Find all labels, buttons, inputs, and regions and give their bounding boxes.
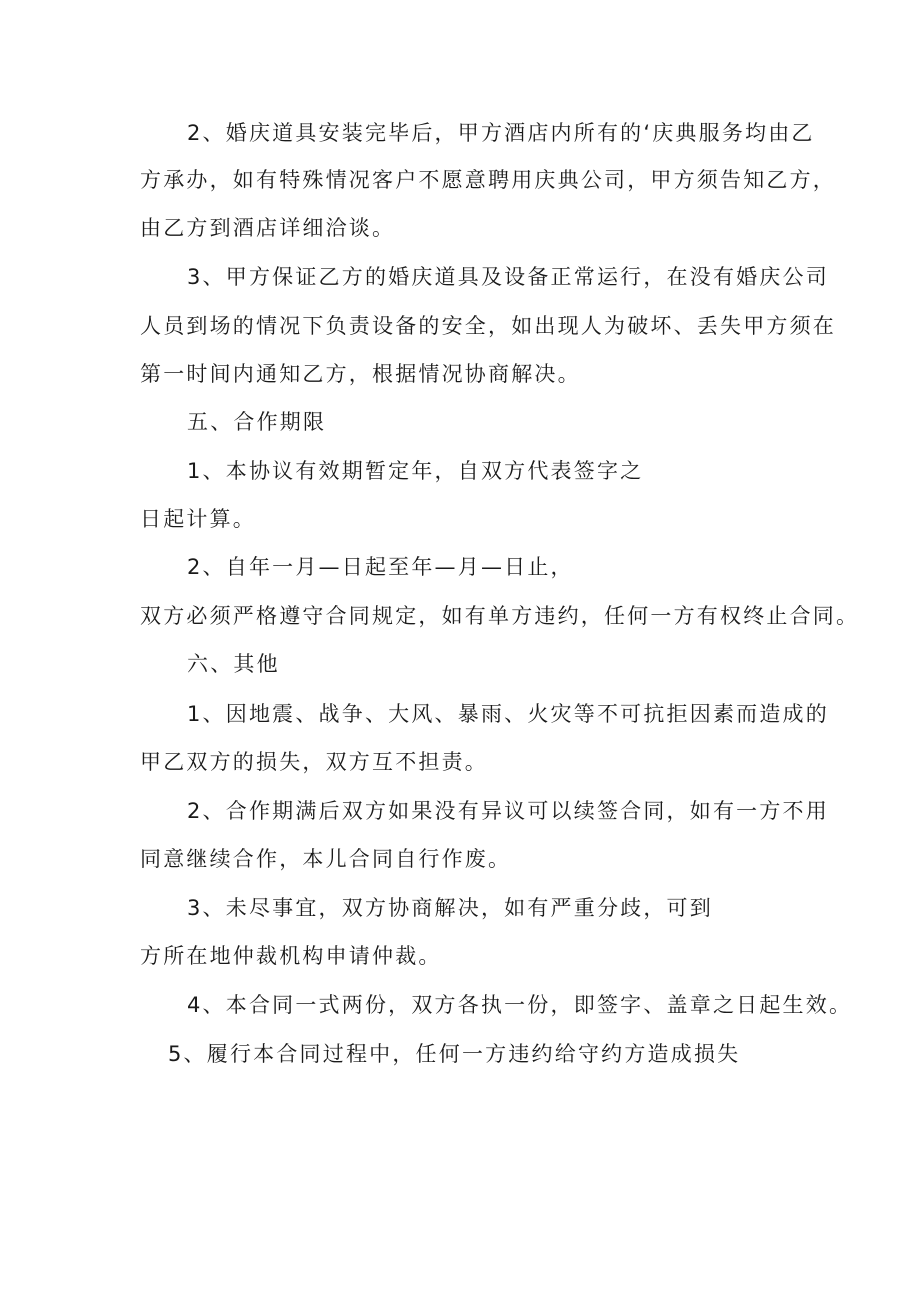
text-line: 5、履行本合同过程中，任何一方违约给守约方造成损失 (168, 1042, 741, 1066)
section-heading: 五、合作期限 (187, 410, 327, 434)
text-line: 3、未尽事宜，双方协商解决，如有严重分歧，可到 (187, 896, 713, 920)
text-line: 4、本合同一式两份，双方各执一份，即签字、盖章之日起生效。 (187, 993, 853, 1017)
text-line: 3、甲方保证乙方的婚庆道具及设备正常运行，在没有婚庆公司 (187, 265, 829, 289)
text-line: 2、自年一月—日起至年—月—日止， (187, 555, 574, 579)
text-line: 方所在地仲裁机构申请仲裁。 (140, 944, 442, 968)
text-line: 双方必须严格遵守合同规定，如有单方违约，任何一方有权终止合同。 (140, 604, 860, 628)
text-line: 方承办，如有特殊情况客户不愿意聘用庆典公司，甲方须告知乙方， (140, 168, 836, 192)
text-line: 1、本协议有效期暂定年，自双方代表签字之 (187, 459, 644, 483)
text-line: 2、合作期满后双方如果没有异议可以续签合同，如有一方不用 (187, 799, 829, 823)
text-line: 甲乙双方的损失，双方互不担责。 (140, 750, 488, 774)
text-line: 第一时间内通知乙方，根据情况协商解决。 (140, 362, 581, 386)
text-line: 1、因地震、战争、大风、暴雨、火灾等不可抗拒因素而造成的 (187, 702, 829, 726)
text-line: 同意继续合作，本儿合同自行作废。 (140, 847, 512, 871)
text-line: 人员到场的情况下负责设备的安全，如出现人为破坏、丢失甲方须在 (140, 314, 836, 338)
section-heading: 六、其他 (187, 652, 280, 676)
text-line: 由乙方到酒店详细洽谈。 (140, 216, 396, 240)
text-line: 日起计算。 (140, 507, 256, 531)
text-line: 2、婚庆道具安装完毕后，甲方酒店内所有的‘庆典服务均由乙 (187, 121, 815, 145)
